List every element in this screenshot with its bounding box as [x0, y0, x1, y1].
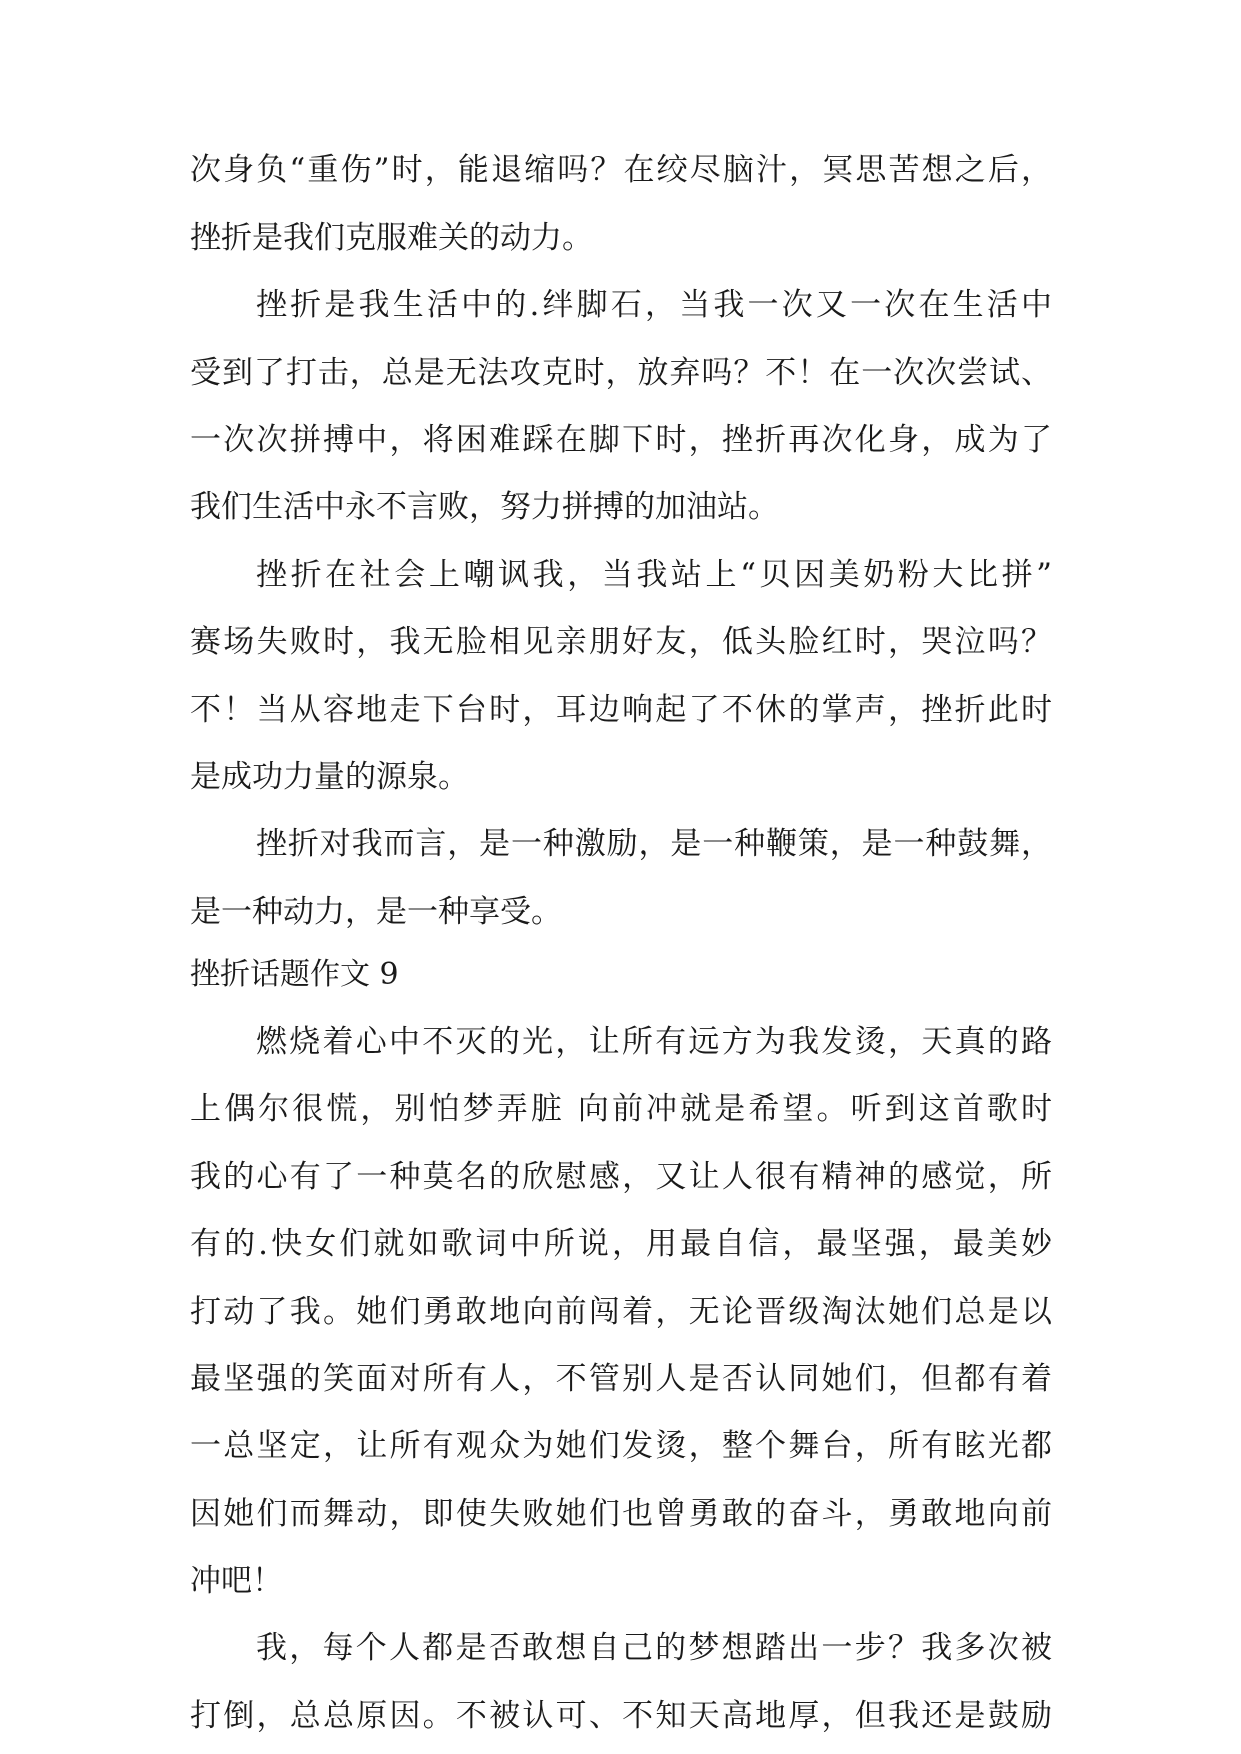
text-line: 不！当从容地走下台时，耳边响起了不休的掌声，挫折此时 [190, 692, 1052, 728]
text-line: 一次次拼搏中，将困难踩在脚下时，挫折再次化身，成为了 [190, 422, 1052, 458]
text-line: 上偶尔很慌，别怕梦弄脏 向前冲就是希望。听到这首歌时 [190, 1091, 1052, 1127]
text-line: 挫折是我们克服难关的动力。 [190, 220, 593, 256]
text-line: 我，每个人都是否敢想自己的梦想踏出一步？我多次被 [256, 1630, 1052, 1666]
text-line: 我们生活中永不言败，努力拼搏的加油站。 [190, 489, 779, 525]
text-line: 次身负“重伤”时，能退缩吗？在绞尽脑汁，冥思苦想之后， [190, 152, 1052, 188]
text-line: 一总坚定，让所有观众为她们发烫，整个舞台，所有眩光都 [190, 1428, 1052, 1464]
text-line: 最坚强的笑面对所有人，不管别人是否认同她们，但都有着 [190, 1361, 1052, 1397]
text-line: 有的.快女们就如歌词中所说，用最自信，最坚强，最美妙 [190, 1226, 1052, 1262]
text-line: 因她们而舞动，即使失败她们也曾勇敢的奋斗，勇敢地向前 [190, 1496, 1052, 1532]
text-line: 燃烧着心中不灭的光，让所有远方为我发烫，天真的路 [256, 1024, 1052, 1060]
section-heading: 挫折话题作文 9 [190, 957, 399, 992]
text-line: 是一种动力，是一种享受。 [190, 894, 562, 930]
text-line: 受到了打击，总是无法攻克时，放弃吗？不！在一次次尝试、 [190, 355, 1052, 391]
text-line: 是成功力量的源泉。 [190, 759, 469, 795]
text-line: 挫折是我生活中的.绊脚石，当我一次又一次在生活中 [256, 287, 1052, 323]
text-line: 冲吧！ [190, 1563, 283, 1599]
text-line: 挫折在社会上嘲讽我，当我站上“贝因美奶粉大比拼” [256, 557, 1052, 593]
text-line: 我的心有了一种莫名的欣慰感，又让人很有精神的感觉，所 [190, 1159, 1052, 1195]
text-line: 打动了我。她们勇敢地向前闯着，无论晋级淘汰她们总是以 [190, 1294, 1052, 1330]
text-line: 赛场失败时，我无脸相见亲朋好友，低头脸红时，哭泣吗？ [190, 624, 1052, 660]
text-line: 打倒，总总原因。不被认可、不知天高地厚，但我还是鼓励 [190, 1698, 1052, 1734]
text-line: 挫折对我而言，是一种激励，是一种鞭策，是一种鼓舞， [256, 826, 1052, 862]
